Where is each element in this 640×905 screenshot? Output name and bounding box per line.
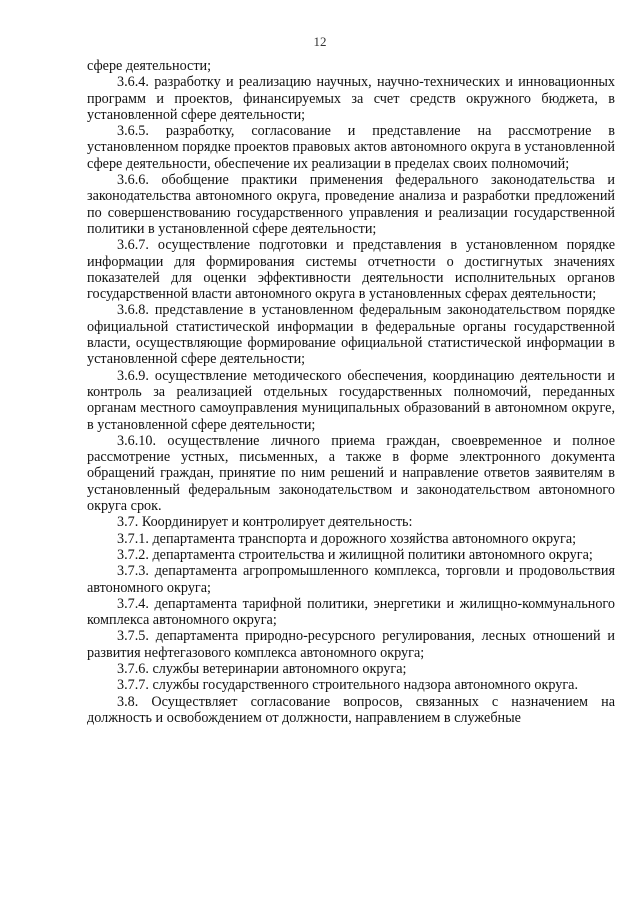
paragraph: 3.7.7. службы государственного строительного надзора автономного округа. — [117, 677, 579, 694]
document-body — [87, 58, 615, 726]
paragraph: 3.7.1. департамента транспорта и дорожного хозяйства автономного округа; — [117, 530, 577, 547]
paragraph: 3.6.8. представление в установленном федеральным законодательством порядке официальной статистической информации в федеральные органы государственной власти, осуществляющие формирование официальной статистической информации в установленной сфере деятельности; — [87, 302, 615, 368]
page-number: 12 — [313, 34, 327, 49]
paragraph: 3.6.10. осуществление личного приема граждан, своевременное и полное рассмотрение устных, письменных, а также в форме электронного документа обращений граждан, принятие по ним решений и направление ответов заявителям в установленный федеральным законодательством и законодательством автономного округа срок. — [87, 432, 615, 515]
paragraph: 3.7.4. департамента тарифной политики, энергетики и жилищно-коммунального комплекса автономного округа; — [87, 595, 615, 629]
paragraph: 3.7.6. службы ветеринарии автономного округа; — [117, 660, 407, 677]
paragraph: 3.7.2. департамента строительства и жилищной политики автономного округа; — [117, 546, 593, 563]
paragraph: 3.6.9. осуществление методического обеспечения, координацию деятельности и контроль за реализацией отдельных государственных полномочий, переданных органам местного самоуправления муниципальных образований в автономном округе, в установленной сфере деятельности; — [87, 367, 615, 433]
paragraph: сфере деятельности; — [87, 58, 212, 74]
paragraph: 3.6.4. разработку и реализацию научных, научно-технических и инновационных программ и проектов, финансируемых за счет средств окружного бюджета, в установленной сфере деятельности; — [87, 74, 615, 123]
paragraph: 3.6.7. осуществление подготовки и представления в установленном порядке информации для формирования системы отчетности о достигнутых значениях показателей для оценки эффективности деятельности исполнительных органов государственной власти автономного округа в установленных сферах деятельности; — [87, 237, 615, 303]
paragraph: 3.6.6. обобщение практики применения федерального законодательства и законодательства автономного округа, проведение анализа и разработки предложений по совершенствованию государственного управления и реализации государственной политики в установленной сфере деятельности; — [87, 172, 615, 237]
paragraph: 3.7.5. департамента природно-ресурсного регулирования, лесных отношений и развития нефтегазового комплекса автономного округа; — [87, 628, 615, 661]
paragraph: 3.8. Осуществляет согласование вопросов, связанных с назначением на должность и освобождением от должности, направлением в служебные — [87, 693, 615, 726]
paragraph: 3.7. Координирует и контролирует деятельность: — [117, 514, 413, 531]
paragraph: 3.6.5. разработку, согласование и представление на рассмотрение в установленном порядке проектов правовых актов автономного округа в установленной сфере деятельности, обеспечение их реализации в пределах своих полномочий; — [87, 123, 615, 172]
paragraph: 3.7.3. департамента агропромышленного комплекса, торговли и продовольствия автономного округа; — [87, 563, 615, 596]
